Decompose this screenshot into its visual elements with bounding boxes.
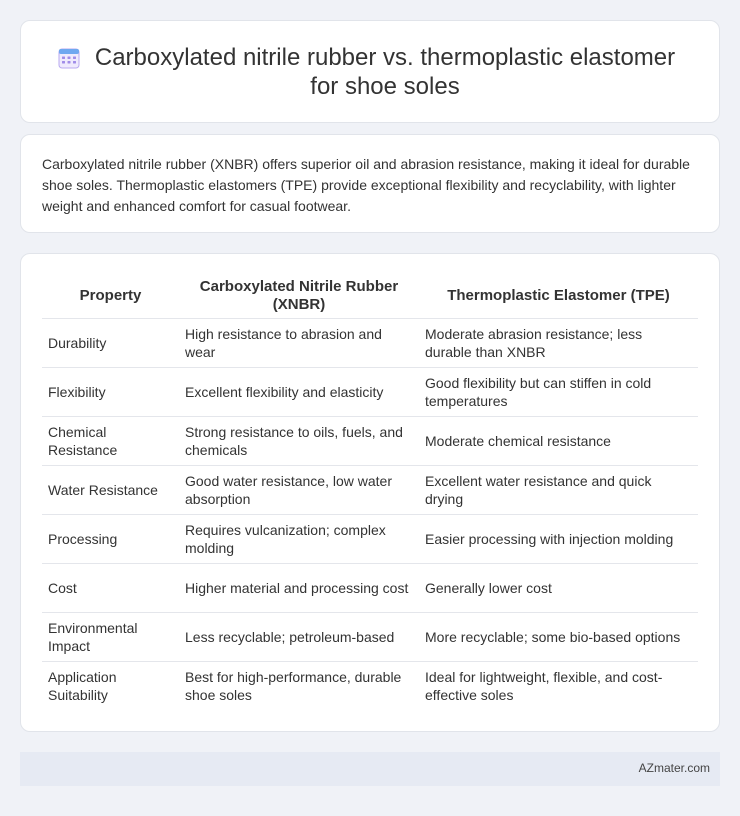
title-card xyxy=(20,20,720,123)
row-tpe: Moderate abrasion resistance; less durable than XNBR xyxy=(419,318,698,367)
row-property: Flexibility xyxy=(42,367,179,416)
footer-bar xyxy=(20,752,720,786)
header-tpe: Thermoplastic Elastomer (TPE) xyxy=(447,286,670,304)
table-row xyxy=(42,563,698,612)
row-xnbr: Excellent flexibility and elasticity xyxy=(179,367,419,416)
row-xnbr: Requires vulcanization; complex molding xyxy=(179,514,419,563)
row-property: Chemical Resistance xyxy=(42,416,179,465)
row-tpe: Easier processing with injection molding xyxy=(419,514,698,563)
row-property: Application Suitability xyxy=(42,661,179,710)
intro-card xyxy=(20,134,720,233)
table-header-row xyxy=(42,274,698,318)
comparison-card xyxy=(20,253,720,732)
table-row xyxy=(42,465,698,514)
table-row xyxy=(42,612,698,661)
row-tpe: Moderate chemical resistance xyxy=(419,416,698,465)
row-xnbr: Strong resistance to oils, fuels, and chemicals xyxy=(179,416,419,465)
row-xnbr: High resistance to abrasion and wear xyxy=(179,318,419,367)
header-xnbr: Carboxylated Nitrile Rubber (XNBR) xyxy=(199,277,399,313)
footer-brand[interactable]: AZmater.com xyxy=(638,761,710,775)
row-xnbr: Less recyclable; petroleum-based xyxy=(179,612,419,661)
table-row xyxy=(42,416,698,465)
row-property: Durability xyxy=(42,318,179,367)
row-xnbr: Best for high-performance, durable shoe soles xyxy=(179,661,419,710)
comparison-table xyxy=(42,274,698,710)
row-property: Water Resistance xyxy=(42,465,179,514)
row-tpe: Good flexibility but can stiffen in cold temperatures xyxy=(419,367,698,416)
row-property: Cost xyxy=(42,563,179,612)
row-xnbr: Good water resistance, low water absorption xyxy=(179,465,419,514)
table-row xyxy=(42,367,698,416)
row-tpe: Ideal for lightweight, flexible, and cost-effective soles xyxy=(419,661,698,710)
row-tpe: Generally lower cost xyxy=(419,563,698,612)
row-property: Processing xyxy=(42,514,179,563)
row-tpe: More recyclable; some bio-based options xyxy=(419,612,698,661)
header-property: Property xyxy=(79,286,142,304)
table-row xyxy=(42,661,698,710)
row-property: Environmental Impact xyxy=(42,612,179,661)
page-title: Carboxylated nitrile rubber vs. thermoplastic elastomer for shoe soles xyxy=(94,44,676,100)
row-xnbr: Higher material and processing cost xyxy=(179,563,419,612)
table-row xyxy=(42,318,698,367)
table-row xyxy=(42,514,698,563)
row-tpe: Excellent water resistance and quick drying xyxy=(419,465,698,514)
intro-text: Carboxylated nitrile rubber (XNBR) offers superior oil and abrasion resistance, making it ideal for durable shoe soles. Thermoplastic elastomers (TPE) provide exceptional flexibility and recyclability, with lighter weight and enhanced comfort for casual footwear. xyxy=(42,156,690,214)
